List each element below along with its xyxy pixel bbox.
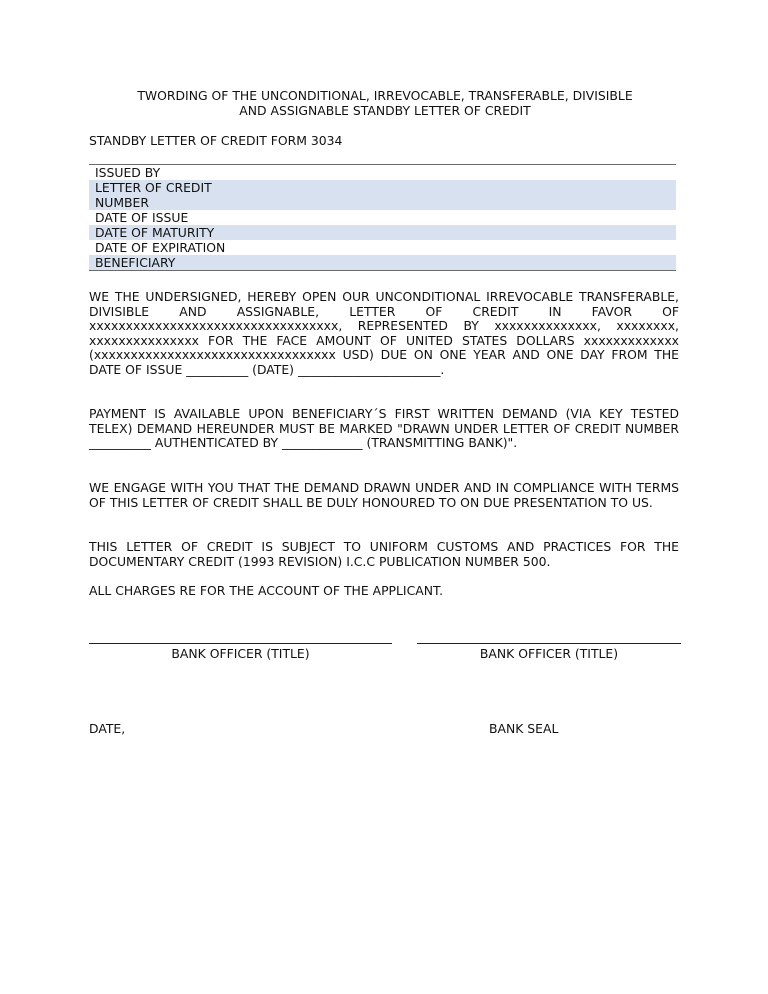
paragraph-ucp: THIS LETTER OF CREDIT IS SUBJECT TO UNIFORM CUSTOMS AND PRACTICES FOR THE DOCUMENTARY CREDIT (1993 REVISION) I.C.C PUBLICATION NUMBER 500.	[89, 539, 679, 569]
details-table	[89, 164, 676, 271]
document-title	[90, 89, 680, 118]
table-row-date-of-issue: DATE OF ISSUE	[95, 210, 189, 225]
table-row-date-of-expiration: DATE OF EXPIRATION	[95, 240, 226, 255]
signature-label-left: BANK OFFICER (TITLE)	[171, 646, 310, 661]
bank-seal-label: BANK SEAL	[489, 721, 559, 736]
table-row-date-of-maturity: DATE OF MATURITY	[89, 225, 676, 240]
paragraph-payment: PAYMENT IS AVAILABLE UPON BENEFICIARY´S FIRST WRITTEN DEMAND (VIA KEY TESTED TELEX) DEMAND HEREUNDER MUST BE MARKED "DRAWN UNDER LETTER OF CREDIT NUMBER __________ AUTHENTICATED BY _____________ (TRANSMITTING BANK)".	[89, 406, 679, 451]
title-line-1: TWORDING OF THE UNCONDITIONAL, IRREVOCABLE, TRANSFERABLE, DIVISIBLE	[137, 88, 633, 103]
paragraph-charges: ALL CHARGES RE FOR THE ACCOUNT OF THE APPLICANT.	[89, 583, 444, 598]
signature-line-left	[89, 643, 392, 644]
form-title: STANDBY LETTER OF CREDIT FORM 3034	[89, 133, 343, 148]
date-label: DATE,	[89, 721, 126, 736]
title-line-2: AND ASSIGNABLE STANDBY LETTER OF CREDIT	[239, 102, 531, 118]
paragraph-opening: WE THE UNDERSIGNED, HEREBY OPEN OUR UNCONDITIONAL IRREVOCABLE TRANSFERABLE, DIVISIBLE AND ASSIGNABLE, LETTER OF CREDIT IN FAVOR OF xxxxxxxxxxxxxxxxxxxxxxxxxxxxxxxxxx, REPRESENTED BY xxxxxxxxxxxxxx, xxxxxxxx, xxxxxxxxxxxxxxx FOR THE FACE AMOUNT OF UNITED STATES DOLLARS xxxxxxxxxxxxx (xxxxxxxxxxxxxxxxxxxxxxxxxxxxxxxxx USD) DUE ON ONE YEAR AND ONE DAY FROM THE DATE OF ISSUE __________ (DATE) _______________________.	[89, 289, 679, 377]
table-row-letter-of-credit: LETTER OF CREDIT	[89, 180, 676, 195]
table-row-beneficiary: BENEFICIARY	[89, 255, 676, 270]
signature-label-right: BANK OFFICER (TITLE)	[479, 646, 619, 661]
paragraph-engagement: WE ENGAGE WITH YOU THAT THE DEMAND DRAWN UNDER AND IN COMPLIANCE WITH TERMS OF THIS LETTER OF CREDIT SHALL BE DULY HONOURED TO ON DUE PRESENTATION TO US.	[89, 480, 679, 510]
table-row-number: NUMBER	[89, 195, 676, 210]
table-row-issued-by: ISSUED BY	[95, 165, 161, 180]
signature-line-right	[417, 643, 681, 644]
